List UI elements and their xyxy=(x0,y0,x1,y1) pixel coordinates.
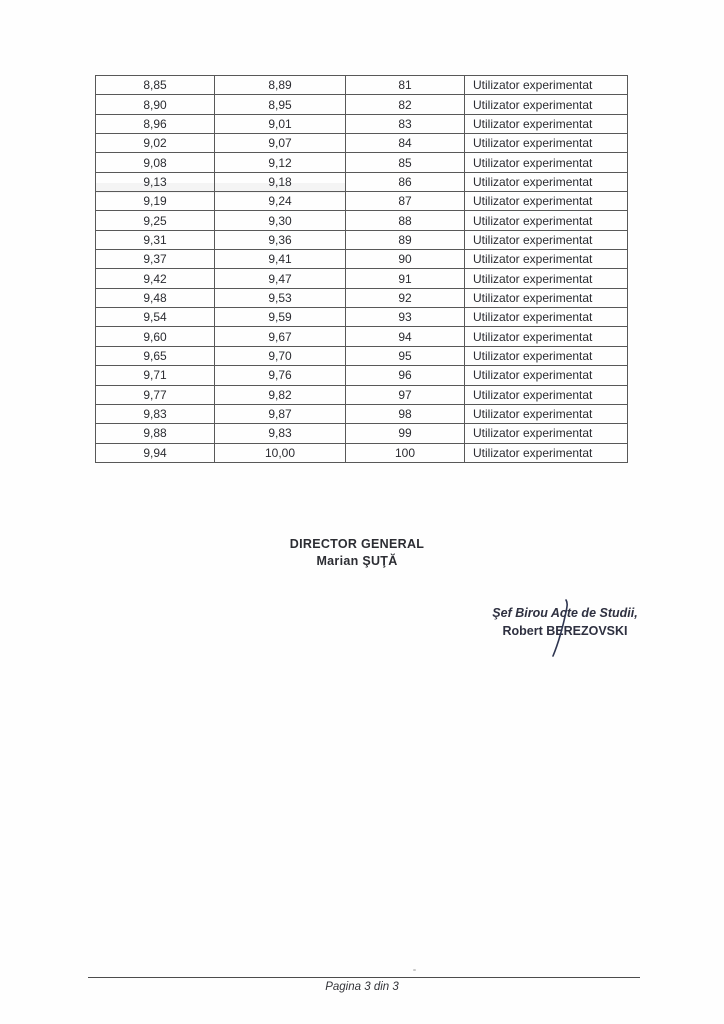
table-row xyxy=(96,404,628,423)
score-cell: 85 xyxy=(346,153,465,172)
table-row xyxy=(96,153,628,172)
score-cell: 90 xyxy=(346,250,465,269)
level-cell: Utilizator experimentat xyxy=(465,172,628,191)
table-row xyxy=(96,211,628,230)
score-table-body xyxy=(96,76,628,463)
table-row xyxy=(96,76,628,95)
grade-upper-cell: 9,83 xyxy=(215,424,346,443)
table-row xyxy=(96,192,628,211)
grade-lower-cell: 9,25 xyxy=(96,211,215,230)
table-row xyxy=(96,385,628,404)
table-row xyxy=(96,114,628,133)
level-cell: Utilizator experimentat xyxy=(465,192,628,211)
grade-upper-cell: 9,53 xyxy=(215,288,346,307)
score-cell: 88 xyxy=(346,211,465,230)
grade-upper-cell: 8,89 xyxy=(215,76,346,95)
level-cell: Utilizator experimentat xyxy=(465,366,628,385)
score-cell: 83 xyxy=(346,114,465,133)
score-cell: 84 xyxy=(346,134,465,153)
chief-name: Robert BEREZOVSKI xyxy=(502,624,628,638)
level-cell: Utilizator experimentat xyxy=(465,327,628,346)
grade-lower-cell: 9,54 xyxy=(96,308,215,327)
grade-upper-cell: 9,12 xyxy=(215,153,346,172)
grade-lower-cell: 8,90 xyxy=(96,95,215,114)
grade-lower-cell: 9,13 xyxy=(96,172,215,191)
grade-upper-cell: 8,95 xyxy=(215,95,346,114)
level-cell: Utilizator experimentat xyxy=(465,114,628,133)
score-table xyxy=(95,75,628,463)
level-cell: Utilizator experimentat xyxy=(465,76,628,95)
grade-upper-cell: 9,67 xyxy=(215,327,346,346)
level-cell: Utilizator experimentat xyxy=(465,250,628,269)
grade-upper-cell: 9,76 xyxy=(215,366,346,385)
table-row xyxy=(96,172,628,191)
level-cell: Utilizator experimentat xyxy=(465,134,628,153)
level-cell: Utilizator experimentat xyxy=(465,404,628,423)
level-cell: Utilizator experimentat xyxy=(465,288,628,307)
table-row xyxy=(96,443,628,462)
level-cell: Utilizator experimentat xyxy=(465,211,628,230)
score-cell: 99 xyxy=(346,424,465,443)
score-cell: 98 xyxy=(346,404,465,423)
director-signature-block xyxy=(0,536,714,570)
grade-upper-cell: 9,36 xyxy=(215,230,346,249)
score-cell: 95 xyxy=(346,346,465,365)
director-title: DIRECTOR GENERAL xyxy=(289,537,425,551)
score-cell: 91 xyxy=(346,269,465,288)
grade-lower-cell: 9,71 xyxy=(96,366,215,385)
table-row xyxy=(96,250,628,269)
grade-upper-cell: 10,00 xyxy=(215,443,346,462)
chief-signature-block xyxy=(465,604,665,640)
level-cell: Utilizator experimentat xyxy=(465,385,628,404)
score-cell: 94 xyxy=(346,327,465,346)
score-cell: 82 xyxy=(346,95,465,114)
grade-lower-cell: 9,94 xyxy=(96,443,215,462)
table-row xyxy=(96,269,628,288)
grade-upper-cell: 9,18 xyxy=(215,172,346,191)
grade-upper-cell: 9,59 xyxy=(215,308,346,327)
grade-upper-cell: 9,70 xyxy=(215,346,346,365)
director-name: Marian ŞUŢĂ xyxy=(316,554,398,568)
grade-upper-cell: 9,41 xyxy=(215,250,346,269)
level-cell: Utilizator experimentat xyxy=(465,269,628,288)
table-row xyxy=(96,346,628,365)
table-row xyxy=(96,366,628,385)
level-cell: Utilizator experimentat xyxy=(465,443,628,462)
chief-title: Şef Birou Acte de Studii, xyxy=(492,606,638,620)
level-cell: Utilizator experimentat xyxy=(465,346,628,365)
scan-artifact-dot xyxy=(413,969,416,971)
score-cell: 93 xyxy=(346,308,465,327)
table-row xyxy=(96,230,628,249)
table-row xyxy=(96,134,628,153)
grade-upper-cell: 9,24 xyxy=(215,192,346,211)
grade-lower-cell: 9,19 xyxy=(96,192,215,211)
score-cell: 89 xyxy=(346,230,465,249)
grade-lower-cell: 9,02 xyxy=(96,134,215,153)
grade-lower-cell: 9,60 xyxy=(96,327,215,346)
grade-upper-cell: 9,87 xyxy=(215,404,346,423)
table-row xyxy=(96,424,628,443)
footer-page-number: Pagina 3 din 3 xyxy=(325,981,399,993)
table-row xyxy=(96,308,628,327)
level-cell: Utilizator experimentat xyxy=(465,424,628,443)
level-cell: Utilizator experimentat xyxy=(465,308,628,327)
grade-lower-cell: 9,83 xyxy=(96,404,215,423)
grade-lower-cell: 9,42 xyxy=(96,269,215,288)
table-row xyxy=(96,288,628,307)
score-cell: 87 xyxy=(346,192,465,211)
level-cell: Utilizator experimentat xyxy=(465,153,628,172)
grade-lower-cell: 9,77 xyxy=(96,385,215,404)
level-cell: Utilizator experimentat xyxy=(465,95,628,114)
grade-upper-cell: 9,30 xyxy=(215,211,346,230)
score-cell: 97 xyxy=(346,385,465,404)
grade-upper-cell: 9,47 xyxy=(215,269,346,288)
score-cell: 96 xyxy=(346,366,465,385)
score-cell: 86 xyxy=(346,172,465,191)
grade-lower-cell: 9,37 xyxy=(96,250,215,269)
grade-upper-cell: 9,07 xyxy=(215,134,346,153)
footer-divider xyxy=(88,977,640,978)
grade-lower-cell: 9,08 xyxy=(96,153,215,172)
level-cell: Utilizator experimentat xyxy=(465,230,628,249)
grade-lower-cell: 9,31 xyxy=(96,230,215,249)
score-cell: 81 xyxy=(346,76,465,95)
grade-lower-cell: 9,48 xyxy=(96,288,215,307)
grade-lower-cell: 9,65 xyxy=(96,346,215,365)
table-row xyxy=(96,95,628,114)
grade-lower-cell: 8,85 xyxy=(96,76,215,95)
grade-upper-cell: 9,82 xyxy=(215,385,346,404)
grade-lower-cell: 9,88 xyxy=(96,424,215,443)
grade-upper-cell: 9,01 xyxy=(215,114,346,133)
grade-lower-cell: 8,96 xyxy=(96,114,215,133)
table-row xyxy=(96,327,628,346)
score-cell: 100 xyxy=(346,443,465,462)
score-cell: 92 xyxy=(346,288,465,307)
